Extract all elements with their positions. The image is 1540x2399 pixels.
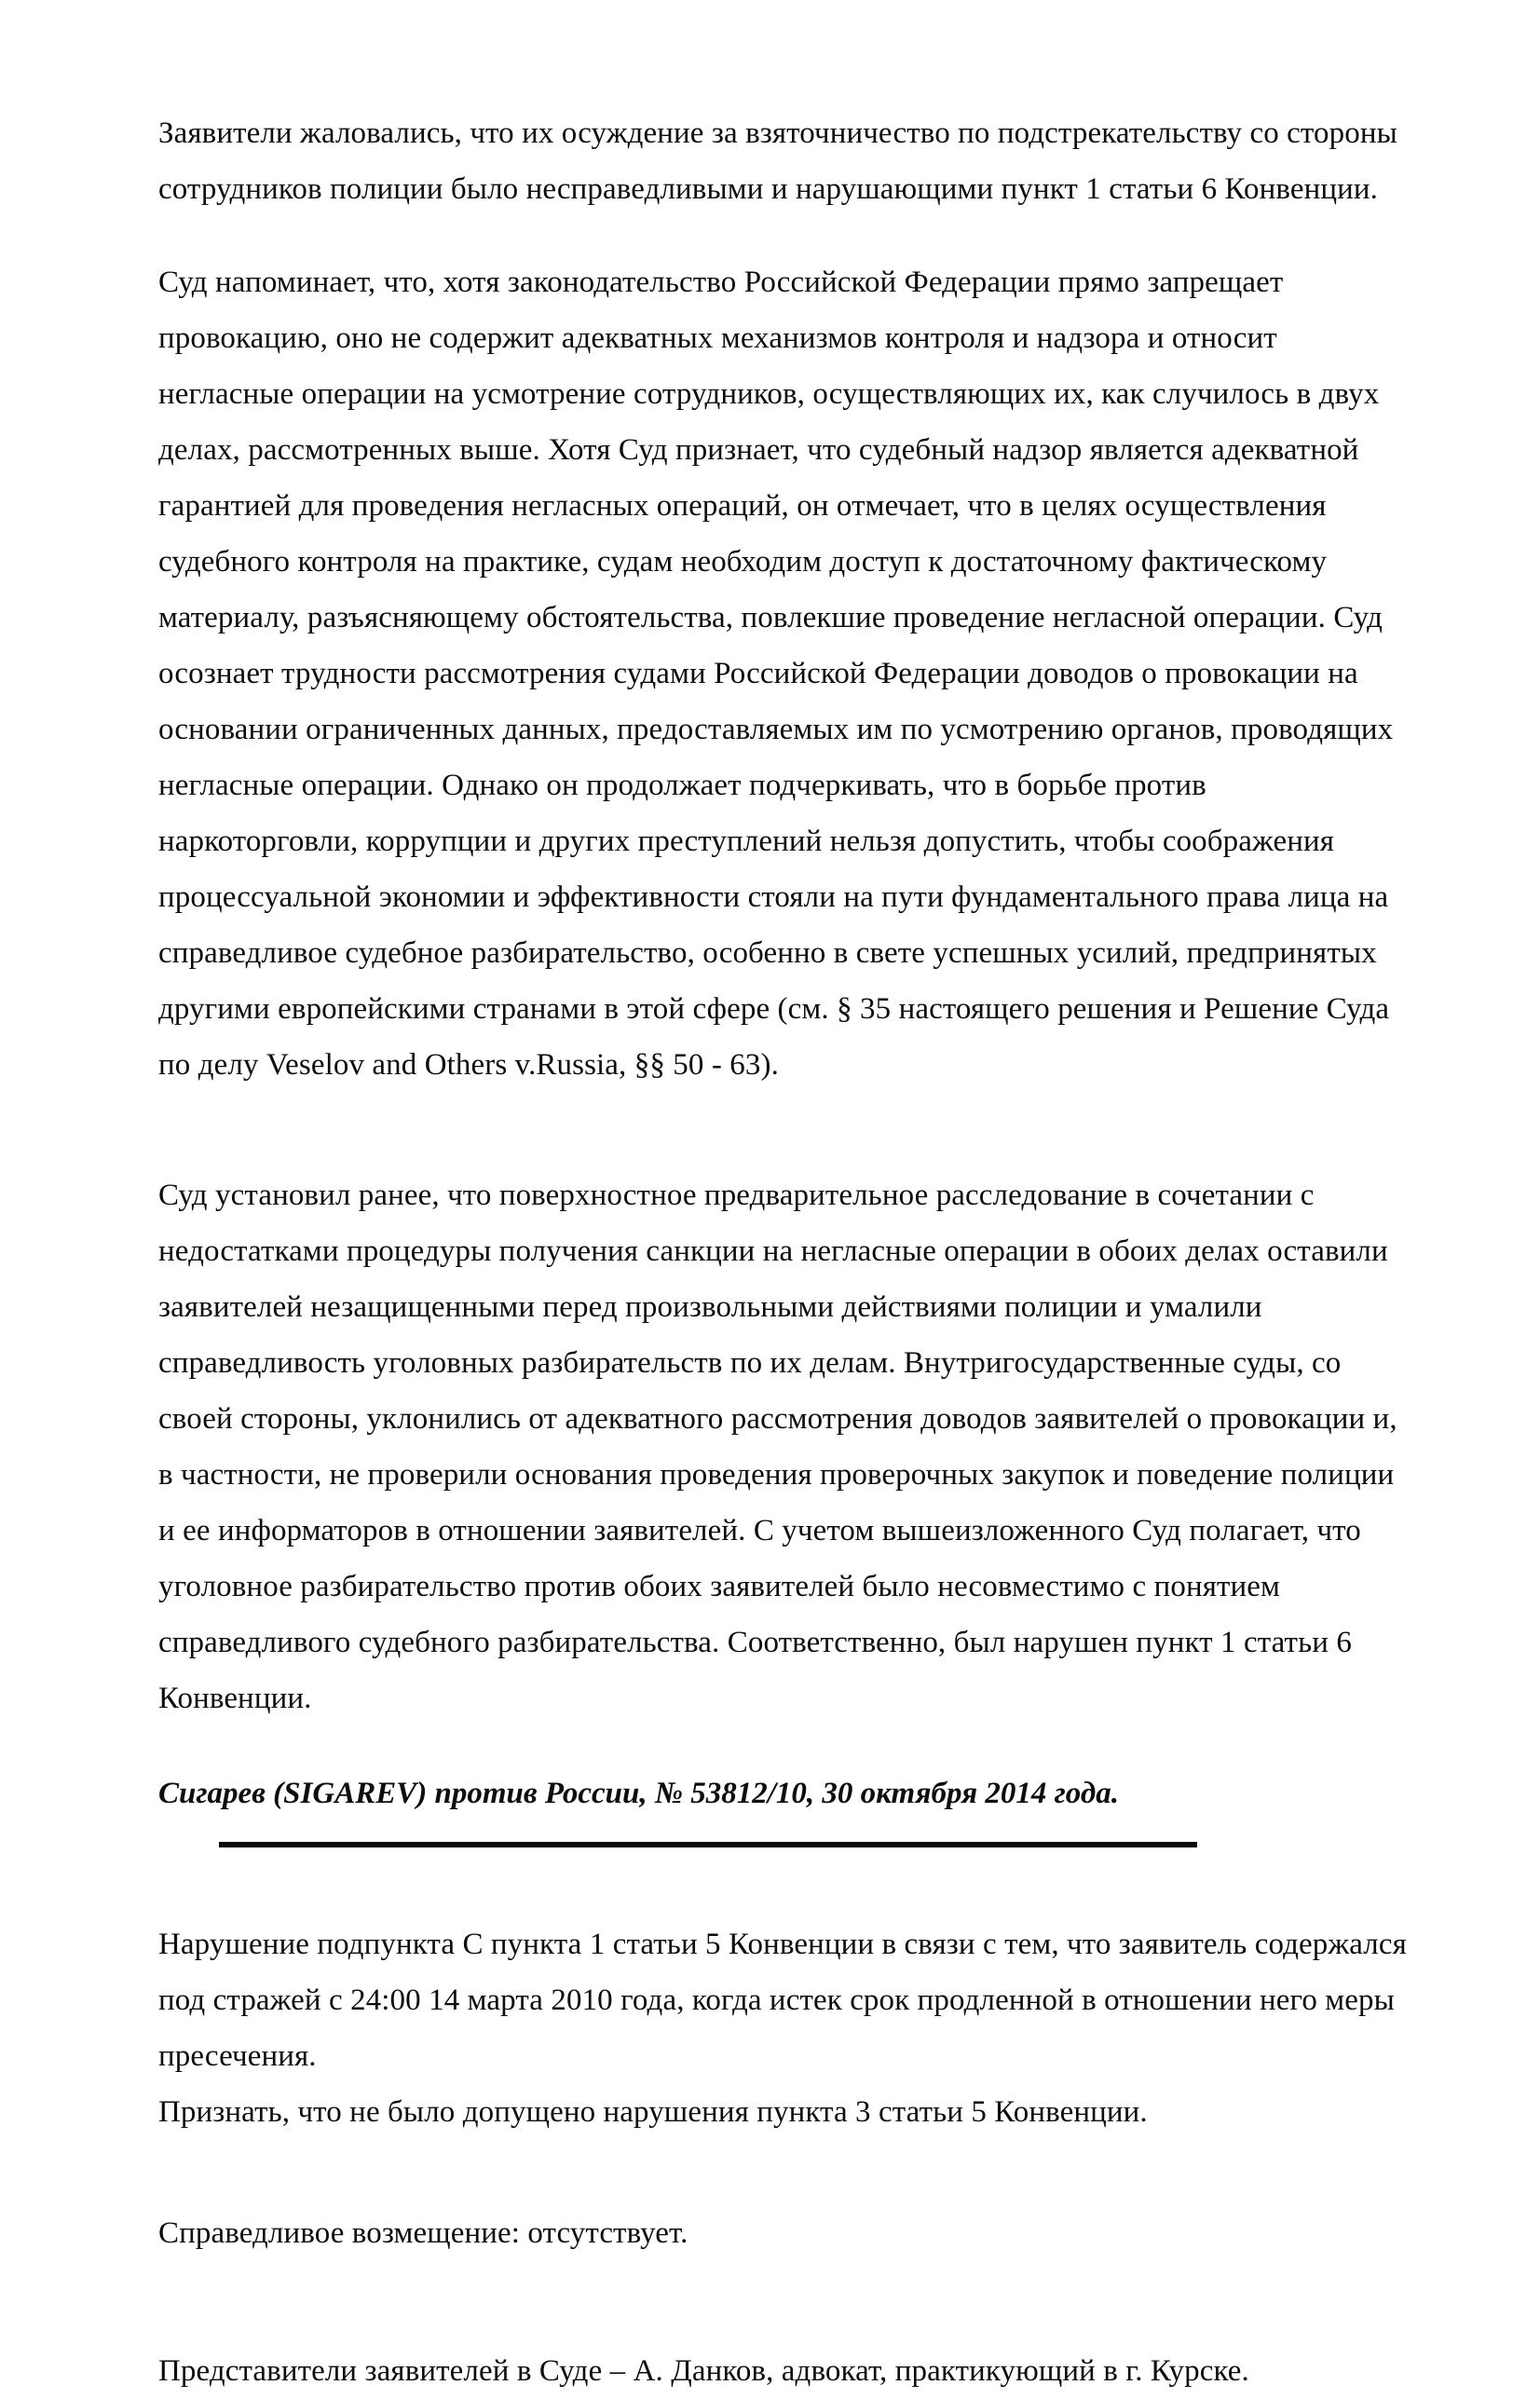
applicants-complaint-paragraph: Заявители жаловались, что их осуждение за взяточничество по подстрекательству со стороны сотрудников полиции было несправедливыми и нарушающими пункт 1 статьи 6 Конвенции. [158,116,1397,206]
no-violation-paragraph: Признать, что не было допущено нарушения пункта 3 статьи 5 Конвенции. [158,2095,1148,2129]
court-findings-paragraph: Суд установил ранее, что поверхностное предварительное расследование в сочетании с недостатками процедуры получения санкции на негласные операции в обоих делах оставили заявителей незащищенными перед произвольными действиями полиции и умалили справедливость уголовных разбирательств по их делам. Внутригосударственные суды, со своей стороны, уклонились от адекватного рассмотрения доводов заявителей о провокации и, в частности, не проверили основания проведения проверочных закупок и поведение полиции и ее информаторов в отношении заявителей. С учетом вышеизложенного Суд полагает, что уголовное разбирательство против обоих заявителей было несовместимо с понятием справедливого судебного разбирательства. Соответственно, был нарушен пункт 1 статьи 6 Конвенции. [158,1179,1397,1715]
violation-article5-paragraph: Нарушение подпункта С пункта 1 статьи 5 Конвенции в связи с тем, что заявитель содержался под стражей с 24:00 14 марта 2010 года, когда истек срок продленной в отношении него меры пресечения. [158,1928,1407,2073]
heading-underline-rule [219,1842,1197,1847]
representatives-paragraph: Представители заявителей в Суде – А. Данков, адвокат, практикующий в г. Курске. [158,2354,1249,2388]
court-reasoning-paragraph: Суд напоминает, что, хотя законодательство Российской Федерации прямо запрещает провокацию, оно не содержит адекватных механизмов контроля и надзора и относит негласные операции на усмотрение сотрудников, осуществляющих их, как случилось в двух делах, рассмотренных выше. Хотя Суд признает, что судебный надзор является адекватной гарантией для проведения негласных операций, он отмечает, что в целях осуществления судебного контроля на практике, судам необходим доступ к достаточному фактическому материалу, разъясняющему обстоятельства, повлекшие проведение негласной операции. Суд осознает трудности рассмотрения судами Российской Федерации доводов о провокации на основании ограниченных данных, предоставляемых им по усмотрению органов, проводящих негласные операции. Однако он продолжает подчеркивать, что в борьбе против наркоторговли, коррупции и других преступлений нельзя допустить, чтобы соображения процессуальной экономии и эффективности стояли на пути фундаментального права лица на справедливое судебное разбирательство, особенно в свете успешных усилий, предпринятых другими европейскими странами в этой сфере (см. § 35 настоящего решения и Решение Суда по делу Veselov and Others v.Russia, §§ 50 - 63). [158,266,1394,1082]
just-satisfaction-paragraph: Справедливое возмещение: отсутствует. [158,2216,688,2250]
case-heading: Сигарев (SIGAREV) против России, № 53812/10, 30 октября 2014 года. [158,1777,1119,1810]
